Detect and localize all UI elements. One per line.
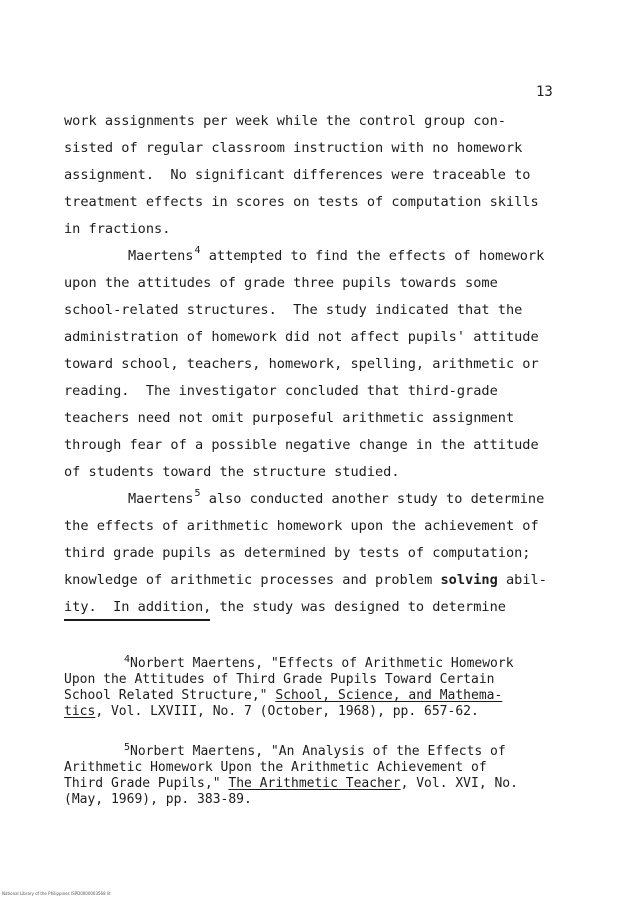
footnote-5-line: (May, 1969), pp. 383-89.: [64, 792, 252, 807]
footnote-text: Norbert Maertens, "An Analysis of the Effects of: [130, 744, 506, 759]
footnote-text: Norbert Maertens, "Effects of Arithmetic Homework: [130, 656, 514, 671]
paragraph-first-line: [64, 243, 564, 270]
body-line: work assignments per week while the control group con-: [64, 113, 506, 129]
body-line: sisted of regular classroom instruction with no homework: [64, 140, 523, 156]
body-line: through fear of a possible negative change in the attitude: [64, 437, 539, 453]
body-line: the effects of arithmetic homework upon the achievement of: [64, 518, 539, 534]
body-line: reading. The investigator concluded that third-grade: [64, 383, 498, 399]
body-line: school-related structures. The study indicated that the: [64, 302, 523, 318]
page-number: 13: [536, 84, 553, 100]
body-line: toward school, teachers, homework, spelling, arithmetic or: [64, 356, 539, 372]
footnote-text: School Related Structure,": [64, 688, 276, 703]
body-line: ity. In addition, the study was designed to determine: [64, 599, 506, 615]
body-line: upon the attitudes of grade three pupils towards some: [64, 275, 498, 291]
author-name: Maertens: [128, 491, 194, 507]
footnote-4-line: [64, 688, 564, 704]
body-text: [64, 108, 564, 621]
journal-title: School, Science, and Mathema-: [275, 688, 503, 703]
line-text: abil-: [497, 572, 547, 588]
author-name: Maertens: [128, 248, 194, 264]
line-text: also conducted another study to determine: [200, 491, 545, 507]
bold-word: solving: [440, 572, 498, 588]
footnote-4-line: Upon the Attitudes of Third Grade Pupils Toward Certain: [64, 672, 495, 687]
footnote-divider: [64, 619, 210, 621]
footnote-5-line: [64, 744, 564, 760]
footnote-text: Third Grade Pupils,": [64, 776, 229, 791]
footnotes: [64, 656, 564, 808]
footnote-spacer: [64, 720, 564, 744]
line-text: knowledge of arithmetic processes and problem: [64, 572, 441, 588]
body-line: assignment. No significant differences were traceable to: [64, 167, 531, 183]
footnote-marker: 5: [194, 488, 201, 499]
footnote-number: 4: [124, 654, 131, 665]
body-line: third grade pupils as determined by tests of computation;: [64, 545, 531, 561]
body-line: in fractions.: [64, 221, 171, 237]
footnote-text: , Vol. LXVIII, No. 7 (October, 1968), pp. 657-62.: [95, 704, 479, 719]
journal-title: tics: [64, 704, 96, 719]
footnote-4-line: [64, 656, 564, 672]
body-line: [64, 567, 564, 594]
body-line: treatment effects in scores on tests of computation skills: [64, 194, 539, 210]
footnote-number: 5: [124, 742, 131, 753]
footnote-5-line: Arithmetic Homework Upon the Arithmetic Achievement of: [64, 760, 487, 775]
footnote-text: , Vol. XVI, No.: [400, 776, 518, 791]
body-line: administration of homework did not affect pupils' attitude: [64, 329, 539, 345]
journal-title: The Arithmetic Teacher: [228, 776, 401, 791]
line-text: attempted to find the effects of homework: [200, 248, 545, 264]
paragraph-first-line: [64, 486, 564, 513]
footnote-4-line: [64, 704, 564, 720]
footnote-marker: 4: [194, 245, 201, 256]
archive-stamp: National Library of the Philippines ISPD0000003568 lit: [2, 891, 111, 896]
body-line: teachers need not omit purposeful arithmetic assignment: [64, 410, 515, 426]
footnote-5-line: [64, 776, 564, 792]
body-line: of students toward the structure studied.: [64, 464, 400, 480]
